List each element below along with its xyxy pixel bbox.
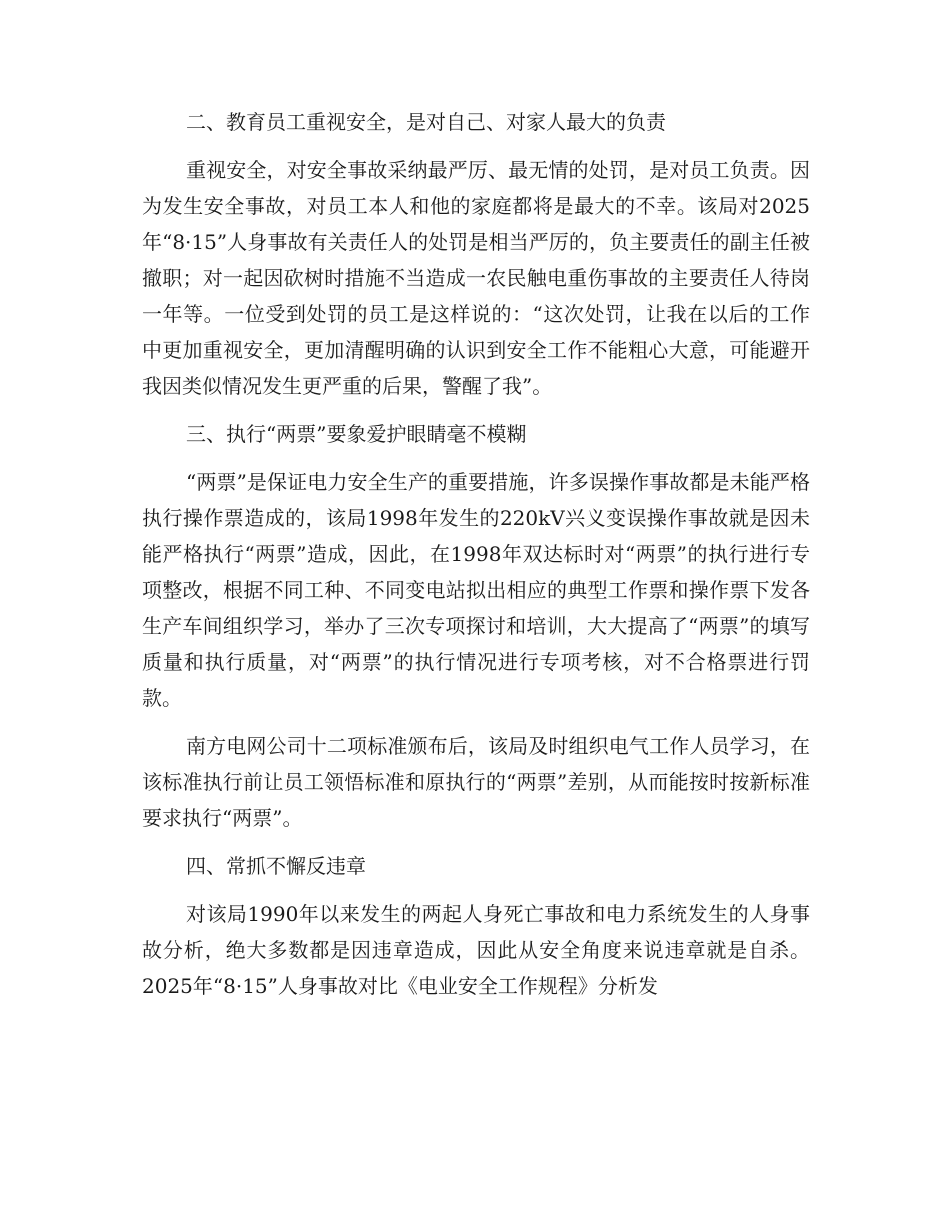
document-body — [142, 104, 810, 1016]
paragraph: “两票”是保证电力安全生产的重要措施，许多误操作事故都是未能严格执行操作票造成的，该局1998年发生的220kV兴义变误操作事故就是因未能严格执行“两票”造成，因此，在1998年双达标时对“两票”的执行进行专项整改，根据不同工种、不同变电站拟出相应的典型工作票和操作票下发各生产车间组织学习，举办了三次专项探讨和培训，大大提高了“两票”的填写质量和执行质量，对“两票”的执行情况进行专项考核，对不合格票进行罚款。 — [142, 470, 810, 710]
paragraph: 重视安全，对安全事故采纳最严厉、最无情的处罚，是对员工负责。因为发生安全事故，对员工本人和他的家庭都将是最大的不幸。该局对2025年“8·15”人身事故有关责任人的处罚是相当严厉的，负主要责任的副主任被撤职；对一起因砍树时措施不当造成一农民触电重伤事故的主要责任人待岗一年等。一位受到处罚的员工是这样说的：“这次处罚，让我在以后的工作中更加重视安全，更加清醒明确的认识到安全工作不能粗心大意，可能避开我因类似情况发生更严重的后果，警醒了我”。 — [142, 158, 810, 398]
section-heading-4: 四、常抓不懈反违章 — [186, 854, 366, 878]
section-heading-2: 二、教育员工重视安全，是对自己、对家人最大的负责 — [186, 110, 666, 134]
paragraph: 南方电网公司十二项标准颁布后，该局及时组织电气工作人员学习，在该标准执行前让员工领悟标准和原执行的“两票”差别，从而能按时按新标准要求执行“两票”。 — [142, 734, 810, 830]
section-heading-3: 三、执行“两票”要象爱护眼睛毫不模糊 — [186, 422, 527, 446]
paragraph: 对该局1990年以来发生的两起人身死亡事故和电力系统发生的人身事故分析，绝大多数都是因违章造成，因此从安全角度来说违章就是自杀。2025年“8·15”人身事故对比《电业安全工作规程》分析发 — [142, 902, 810, 998]
